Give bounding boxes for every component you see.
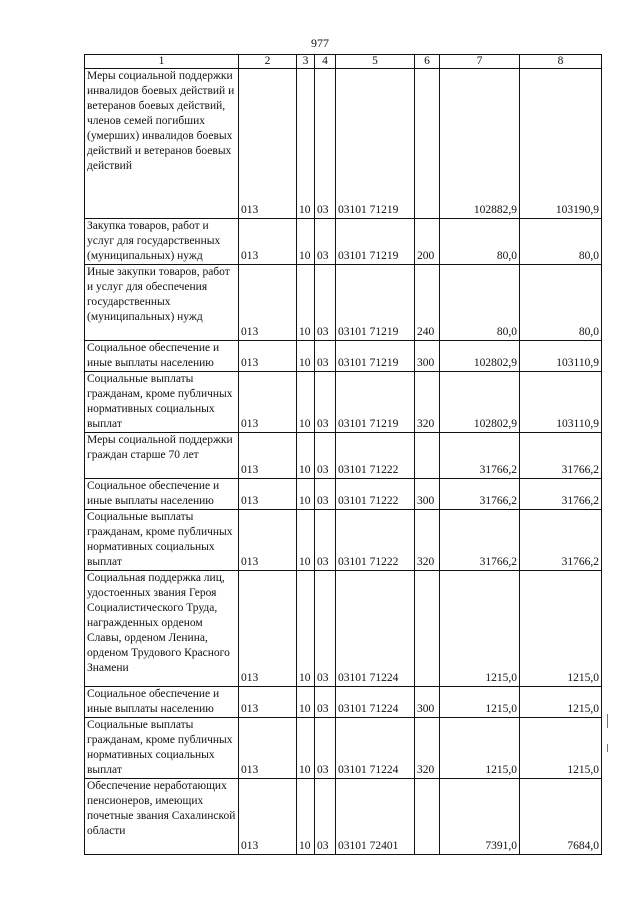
cell-col-6: 320 <box>415 718 440 779</box>
cell-col-5: 03101 71219 <box>336 265 415 341</box>
row-name: Социальные выплаты гражданам, кроме публичных нормативных социальных выплат <box>85 372 239 433</box>
cell-col-3: 10 <box>297 219 315 265</box>
cell-col-6: 320 <box>415 510 440 571</box>
table-row <box>85 571 602 687</box>
cell-col-7: 31766,2 <box>440 433 520 479</box>
row-name: Обеспечение неработающих пенсионеров, имеющих почетные звания Сахалинской области <box>85 779 239 855</box>
page-number: 977 <box>311 36 329 50</box>
cell-col-8: 7684,0 <box>520 779 602 855</box>
row-name: Социальная поддержка лиц, удостоенных звания Героя Социалистического Труда, награжденных орденом Славы, орденом Ленина, орденом Трудового Красного Знамени <box>85 571 239 687</box>
cell-col-6 <box>415 571 440 687</box>
cell-col-2: 013 <box>239 265 297 341</box>
cell-col-2: 013 <box>239 69 297 219</box>
row-name: Социальное обеспечение и иные выплаты населению <box>85 341 239 372</box>
header-col-6: 6 <box>415 55 440 69</box>
cell-col-3: 10 <box>297 479 315 510</box>
cell-col-8: 103190,9 <box>520 69 602 219</box>
cell-col-7: 102802,9 <box>440 372 520 433</box>
cell-col-6: 240 <box>415 265 440 341</box>
table-row <box>85 219 602 265</box>
cell-col-3: 10 <box>297 341 315 372</box>
cell-col-7: 31766,2 <box>440 510 520 571</box>
cell-col-7: 102802,9 <box>440 341 520 372</box>
table-row <box>85 779 602 855</box>
budget-table <box>84 54 602 855</box>
header-col-1: 1 <box>85 55 239 69</box>
cell-col-8: 31766,2 <box>520 479 602 510</box>
table-row <box>85 265 602 341</box>
cell-col-3: 10 <box>297 779 315 855</box>
cell-col-7: 7391,0 <box>440 779 520 855</box>
cell-col-8: 31766,2 <box>520 510 602 571</box>
cell-col-4: 03 <box>315 479 336 510</box>
cell-col-5: 03101 71222 <box>336 510 415 571</box>
cell-col-3: 10 <box>297 372 315 433</box>
cell-col-4: 03 <box>315 571 336 687</box>
row-name: Закупка товаров, работ и услуг для государственных (муниципальных) нужд <box>85 219 239 265</box>
cell-col-5: 03101 71224 <box>336 571 415 687</box>
cell-col-5: 03101 71222 <box>336 433 415 479</box>
cell-col-5: 03101 71224 <box>336 718 415 779</box>
cell-col-2: 013 <box>239 718 297 779</box>
cell-col-5: 03101 71219 <box>336 372 415 433</box>
header-col-7: 7 <box>440 55 520 69</box>
cell-col-3: 10 <box>297 571 315 687</box>
cell-col-4: 03 <box>315 219 336 265</box>
header-col-8: 8 <box>520 55 602 69</box>
cell-col-4: 03 <box>315 510 336 571</box>
table-row <box>85 718 602 779</box>
row-name: Социальные выплаты гражданам, кроме публичных нормативных социальных выплат <box>85 510 239 571</box>
header-col-2: 2 <box>239 55 297 69</box>
cell-col-7: 80,0 <box>440 265 520 341</box>
cell-col-7: 1215,0 <box>440 571 520 687</box>
cell-col-4: 03 <box>315 433 336 479</box>
cell-col-4: 03 <box>315 372 336 433</box>
table-row <box>85 687 602 718</box>
cell-col-5: 03101 71219 <box>336 341 415 372</box>
header-col-3: 3 <box>297 55 315 69</box>
cell-col-5: 03101 72401 <box>336 779 415 855</box>
table-row <box>85 510 602 571</box>
header-row <box>85 55 602 69</box>
cell-col-5: 03101 71222 <box>336 479 415 510</box>
cell-col-3: 10 <box>297 687 315 718</box>
cell-col-7: 1215,0 <box>440 687 520 718</box>
cell-col-4: 03 <box>315 341 336 372</box>
cell-col-4: 03 <box>315 779 336 855</box>
row-name: Иные закупки товаров, работ и услуг для обеспечения государственных (муниципальных) нужд <box>85 265 239 341</box>
cell-col-6 <box>415 69 440 219</box>
cell-col-4: 03 <box>315 718 336 779</box>
cell-col-8: 31766,2 <box>520 433 602 479</box>
cell-col-8: 1215,0 <box>520 687 602 718</box>
scan-margin-mark <box>607 744 608 752</box>
cell-col-2: 013 <box>239 219 297 265</box>
row-name: Социальные выплаты гражданам, кроме публичных нормативных социальных выплат <box>85 718 239 779</box>
cell-col-3: 10 <box>297 433 315 479</box>
cell-col-8: 80,0 <box>520 219 602 265</box>
cell-col-8: 1215,0 <box>520 571 602 687</box>
cell-col-6 <box>415 433 440 479</box>
cell-col-6: 300 <box>415 341 440 372</box>
table-row <box>85 372 602 433</box>
cell-col-6: 300 <box>415 687 440 718</box>
row-name: Социальное обеспечение и иные выплаты населению <box>85 687 239 718</box>
cell-col-4: 03 <box>315 265 336 341</box>
cell-col-3: 10 <box>297 265 315 341</box>
cell-col-2: 013 <box>239 687 297 718</box>
cell-col-7: 102882,9 <box>440 69 520 219</box>
cell-col-5: 03101 71219 <box>336 219 415 265</box>
cell-col-2: 013 <box>239 571 297 687</box>
row-name: Меры социальной поддержки инвалидов боевых действий и ветеранов боевых действий, членов семей погибших (умерших) инвалидов боевых действий и ветеранов боевых действий <box>85 69 239 219</box>
table-row <box>85 69 602 219</box>
cell-col-6: 300 <box>415 479 440 510</box>
cell-col-8: 103110,9 <box>520 341 602 372</box>
header-col-4: 4 <box>315 55 336 69</box>
row-name: Меры социальной поддержки граждан старше 70 лет <box>85 433 239 479</box>
cell-col-6: 200 <box>415 219 440 265</box>
cell-col-2: 013 <box>239 372 297 433</box>
cell-col-7: 31766,2 <box>440 479 520 510</box>
cell-col-7: 80,0 <box>440 219 520 265</box>
cell-col-2: 013 <box>239 510 297 571</box>
cell-col-5: 03101 71224 <box>336 687 415 718</box>
cell-col-3: 10 <box>297 718 315 779</box>
header-col-5: 5 <box>336 55 415 69</box>
cell-col-2: 013 <box>239 433 297 479</box>
row-name: Социальное обеспечение и иные выплаты населению <box>85 479 239 510</box>
table-row <box>85 433 602 479</box>
cell-col-3: 10 <box>297 69 315 219</box>
cell-col-8: 103110,9 <box>520 372 602 433</box>
table-row <box>85 341 602 372</box>
cell-col-2: 013 <box>239 479 297 510</box>
scan-margin-mark <box>607 714 608 728</box>
cell-col-2: 013 <box>239 341 297 372</box>
cell-col-4: 03 <box>315 69 336 219</box>
cell-col-3: 10 <box>297 510 315 571</box>
table-row <box>85 479 602 510</box>
cell-col-7: 1215,0 <box>440 718 520 779</box>
cell-col-5: 03101 71219 <box>336 69 415 219</box>
cell-col-6: 320 <box>415 372 440 433</box>
cell-col-6 <box>415 779 440 855</box>
cell-col-8: 1215,0 <box>520 718 602 779</box>
cell-col-4: 03 <box>315 687 336 718</box>
cell-col-2: 013 <box>239 779 297 855</box>
cell-col-8: 80,0 <box>520 265 602 341</box>
